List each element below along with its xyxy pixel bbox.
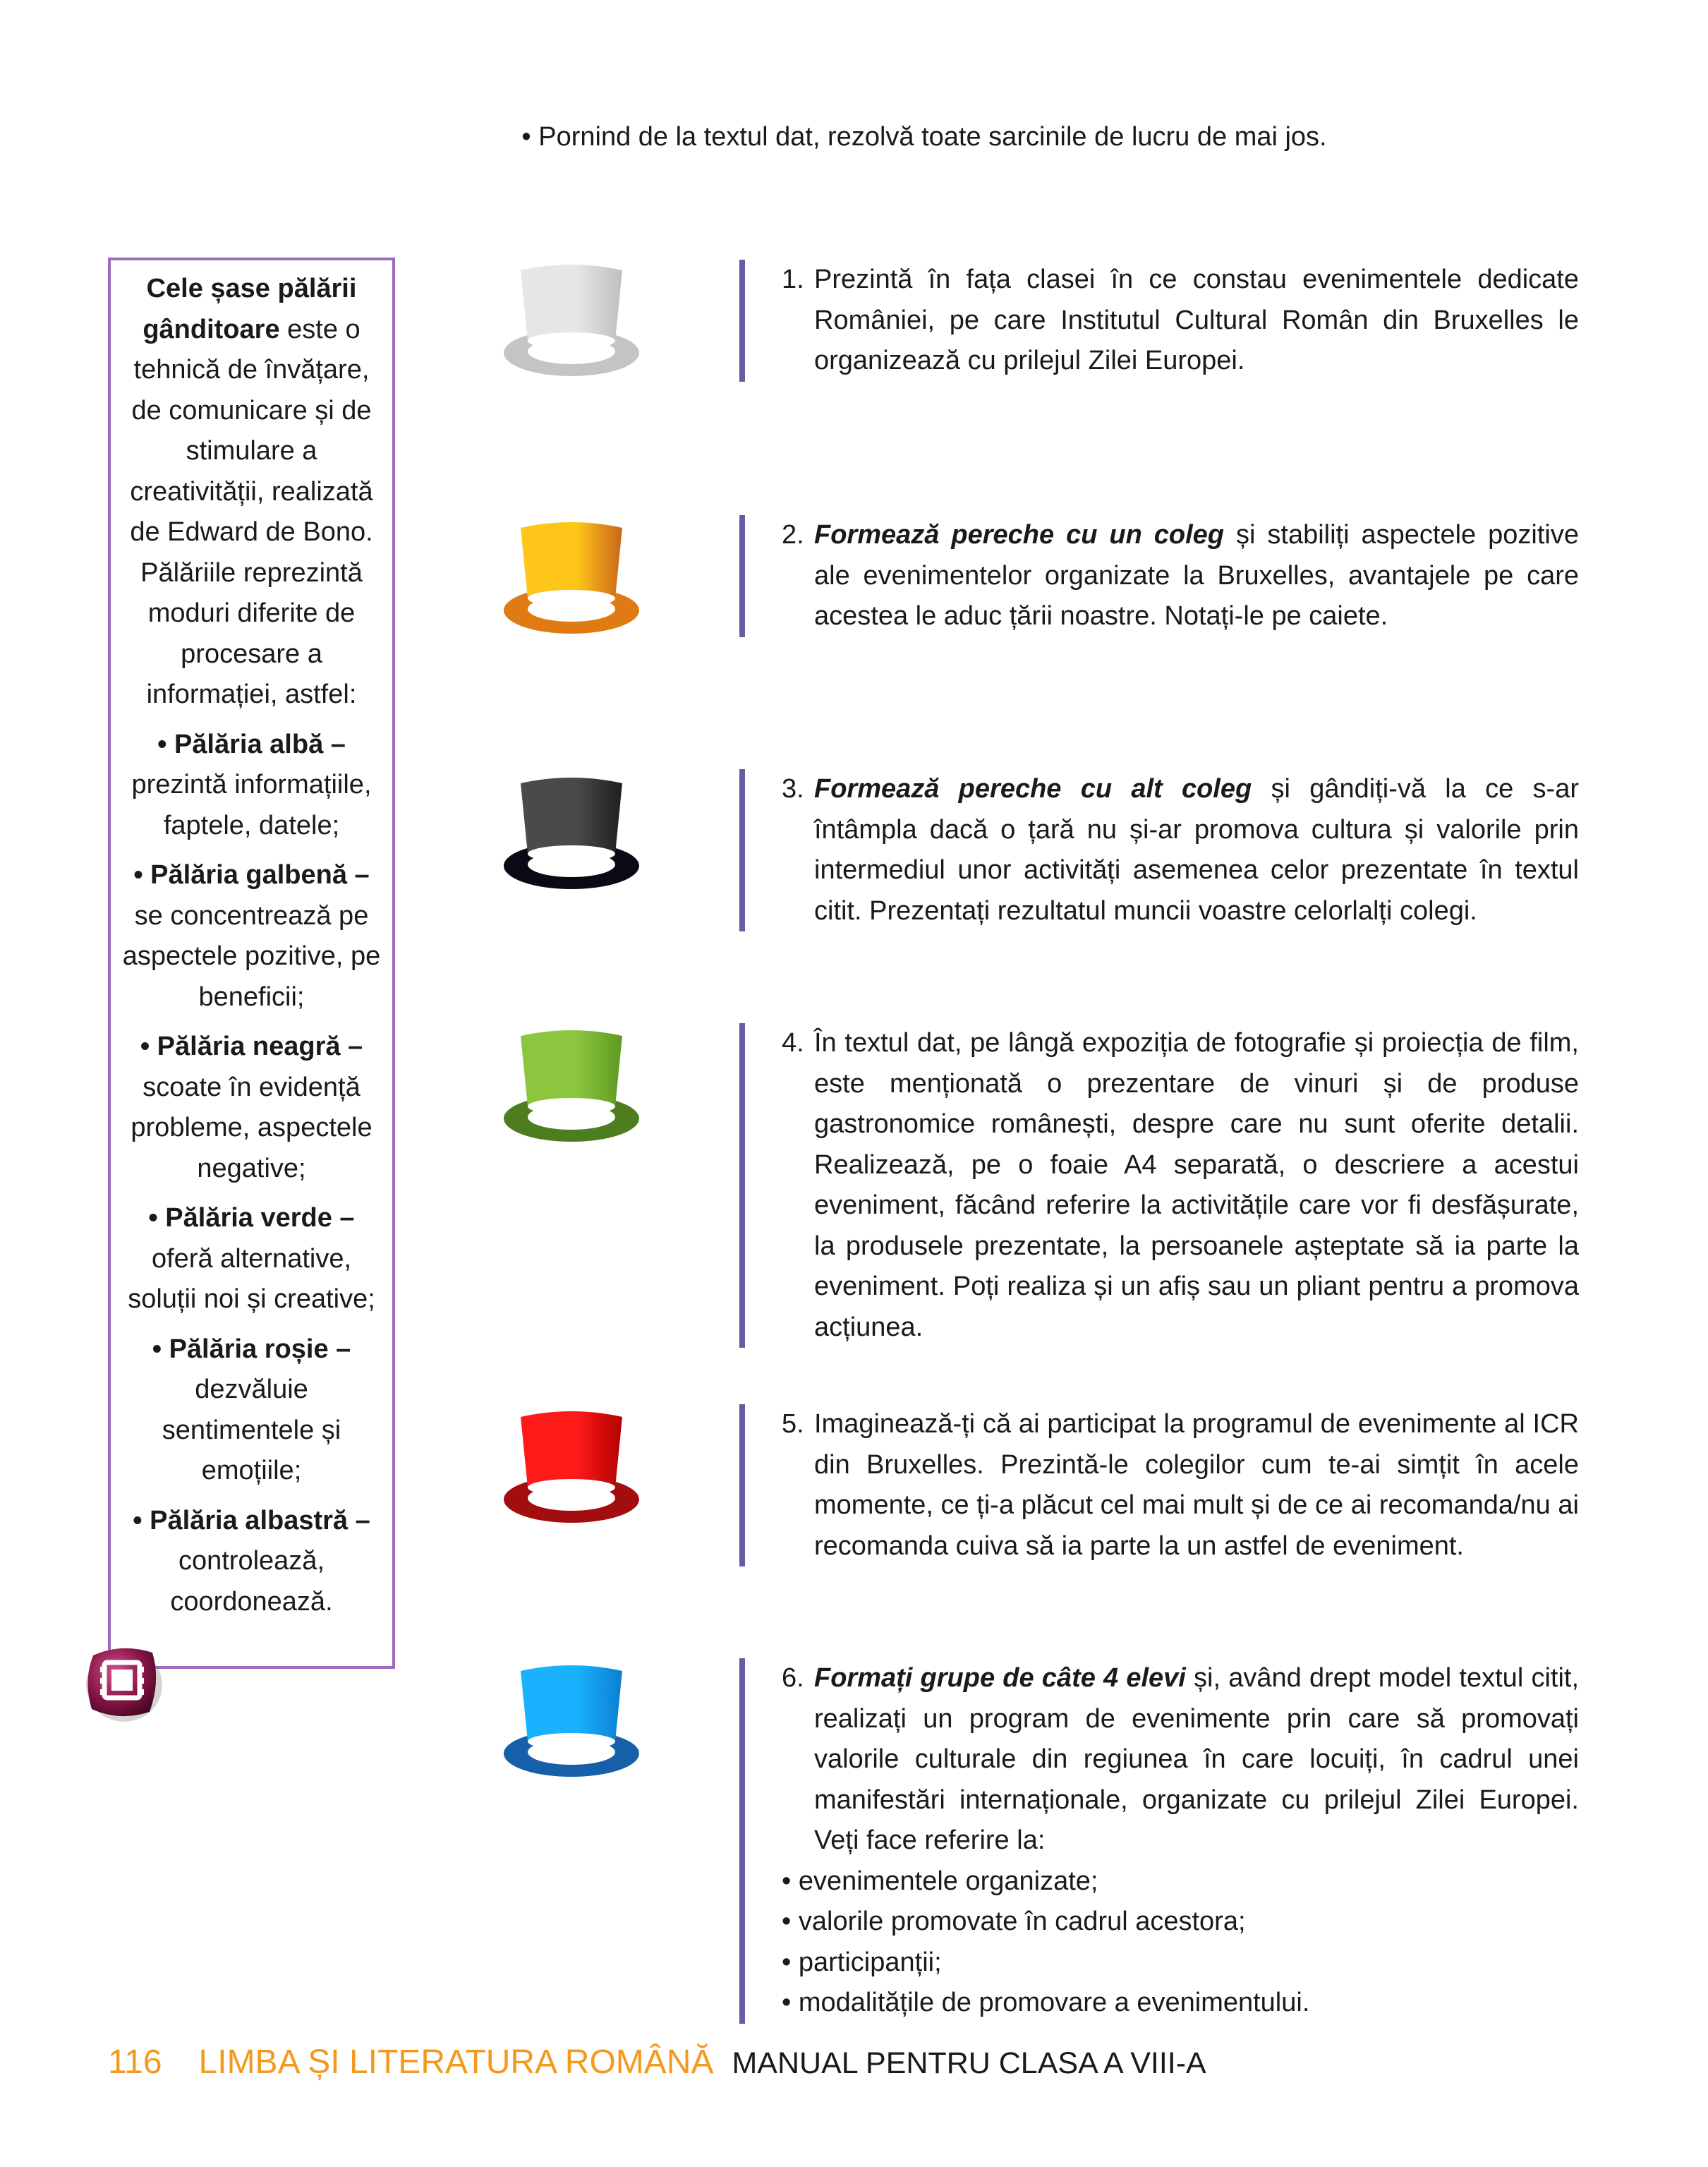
green-hat-icon bbox=[501, 1023, 642, 1143]
film-reel-icon bbox=[79, 1638, 165, 1725]
task-text: și stabiliți aspectele pozitive ale evenimentelor organizate la Bruxelles, avantajele pe care acestea le aduc țării noastre. Notați-le pe caiete. bbox=[814, 520, 1579, 631]
hat-entry-black bbox=[118, 1027, 385, 1189]
hat-entry-green bbox=[118, 1198, 385, 1320]
task-6-bullet-list bbox=[782, 1861, 1579, 2024]
task-text: și, având drept model textul citit, realizați un program de evenimente prin care să promovați valorile culturale din regiunea în care locuiți, în cadrul unei manifestări internaționale, organizate cu prilejul Zilei Europei. Veți face referire la: bbox=[814, 1663, 1579, 1855]
hat-name-yellow: • Pălăria galbenă – bbox=[133, 860, 370, 890]
hat-name-black: • Pălăria neagră – bbox=[140, 1032, 363, 1061]
intro-instruction: • Pornind de la textul dat, rezolvă toate sarcinile de lucru de mai jos. bbox=[521, 122, 1327, 152]
task-text: Prezintă în fața clasei în ce constau evenimentele dedicate României, pe care Institutul Cultural Român din Bruxelles le organizează cu prilejul Zilei Europei. bbox=[814, 265, 1579, 375]
hat-name-green: • Pălăria verde – bbox=[148, 1203, 355, 1233]
hat-desc-green: oferă alternative, soluții noi și creative; bbox=[128, 1243, 375, 1314]
task-2 bbox=[739, 515, 1579, 637]
task-emphasis: Formează pereche cu alt coleg bbox=[814, 774, 1252, 804]
task-text: Imaginează-ți că ai participat la programul de evenimente al ICR din Bruxelles. Prezintă-le colegilor cum te-ai simțit în acele momente, ce ți-a plăcut cel mai mult și de ce ai recomanda/nu ai recomanda cuiva să ia parte la un astfel de eveniment. bbox=[814, 1409, 1579, 1561]
task-text: În textul dat, pe lângă expoziția de fotografie și proiecția de film, este menționată o prezentare de vinuri și de produse gastronomice românești, despre care nu sunt oferite detalii. Realizează, pe o foaie A4 separată, o descriere a acestui eveniment, făcând referire la activitățile care vor fi desfășurate, la produsele prezentate, la persoanele așteptate să ia parte la eveniment. Poți realiza și un afiș sau un pliant pentru a promova acțiunea. bbox=[814, 1028, 1579, 1342]
yellow-hat-icon bbox=[501, 515, 642, 635]
page-footer bbox=[108, 2041, 1206, 2084]
task-number: 5. bbox=[782, 1409, 804, 1439]
hat-entry-blue bbox=[118, 1501, 385, 1623]
sidebar-title: Cele șase pălării gânditoare bbox=[143, 274, 357, 344]
task-number: 3. bbox=[782, 774, 804, 804]
task-number: 1. bbox=[782, 265, 804, 294]
hat-desc-yellow: se concentrează pe aspectele pozitive, pe beneficii; bbox=[122, 900, 381, 1012]
hat-name-blue: • Pălăria albastră – bbox=[133, 1505, 370, 1535]
task-text: și gândiți-vă la ce s-ar întâmpla dacă o țară nu și-ar promova cultura și valorile prin intermediul unor activități asemenea celor prezentate în textul citit. Prezentați rezultatul muncii voastre celorlalți colegi. bbox=[814, 774, 1579, 926]
page-number: 116 bbox=[108, 2044, 162, 2081]
blue-hat-icon bbox=[501, 1658, 642, 1778]
hat-name-white: • Pălăria albă – bbox=[157, 729, 346, 759]
hat-desc-red: dezvăluie sentimentele și emoțiile; bbox=[162, 1375, 341, 1485]
task-5 bbox=[739, 1404, 1579, 1567]
hat-name-red: • Pălăria roșie – bbox=[152, 1334, 351, 1364]
black-hat-icon bbox=[501, 771, 642, 891]
task-emphasis: Formează pereche cu un coleg bbox=[814, 520, 1225, 550]
task-4 bbox=[739, 1023, 1579, 1348]
hat-desc-blue: controlează, coordonează. bbox=[170, 1546, 333, 1617]
task-6 bbox=[739, 1658, 1579, 2024]
list-item: • modalitățile de promovare a evenimentului. bbox=[782, 1983, 1579, 2024]
task-number: 4. bbox=[782, 1028, 804, 1058]
list-item: • participanții; bbox=[782, 1943, 1579, 1984]
list-item: • valorile promovate în cadrul acestora; bbox=[782, 1902, 1579, 1943]
task-number: 2. bbox=[782, 520, 804, 550]
task-3 bbox=[739, 769, 1579, 931]
sidebar-text: este o tehnică de învățare, de comunicare și de stimulare a creativității, realizată de Edward de Bono. Pălăriile reprezintă moduri diferite de procesare a informației, astfel: bbox=[130, 314, 373, 709]
white-hat-icon bbox=[501, 258, 642, 378]
task-1 bbox=[739, 260, 1579, 382]
manual-grade: MANUAL PENTRU CLASA A VIII-A bbox=[732, 2046, 1206, 2080]
task-number: 6. bbox=[782, 1663, 804, 1693]
subject-title: LIMBA ȘI LITERATURA ROMÂNĂ bbox=[198, 2044, 714, 2081]
hat-entry-yellow bbox=[118, 855, 385, 1018]
hat-entry-white bbox=[118, 725, 385, 847]
hat-desc-black: scoate în evidență probleme, aspectele negative; bbox=[131, 1072, 373, 1183]
sidebar-intro bbox=[118, 269, 385, 716]
hat-desc-white: prezintă informațiile, faptele, datele; bbox=[131, 770, 372, 840]
six-hats-sidebar bbox=[108, 258, 395, 1669]
task-emphasis: Formați grupe de câte 4 elevi bbox=[814, 1663, 1186, 1693]
list-item: • evenimentele organizate; bbox=[782, 1861, 1579, 1902]
hat-entry-red bbox=[118, 1329, 385, 1492]
red-hat-icon bbox=[501, 1404, 642, 1524]
